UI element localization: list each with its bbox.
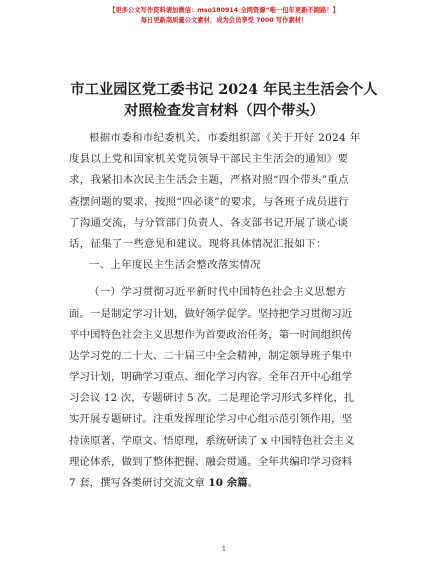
intro-line: 话，征集了一些意见和建议。现将具体情况汇报如下：: [69, 237, 327, 250]
promo-banner-line1: 【更多公文写作资料请加微信：mso180914 全网资源“唯一包年更新不跑路！】: [109, 7, 339, 14]
intro-line: 度县以上党和国家机关党员领导干部民主生活会的通知》要: [69, 153, 349, 166]
intro-line: 根据市委和市纪委机关、市委组织部《关于开好 2024 年: [89, 132, 361, 144]
paragraph-line: 平中国特色社会主义思想作为首要政治任务，第一时间组织传: [69, 328, 353, 341]
intro-line: 了沟通交流，与分管部门负责人、各支部书记开展了谈心谈: [69, 216, 349, 229]
paragraph-line: 理论体系，做到了整体把握、融会贯通。全年共编印学习资料: [69, 455, 353, 468]
paragraph-line: 实开展专题研讨。注重发挥理论学习中心组示范引领作用，坚: [69, 413, 353, 426]
intro-line: 求，我紧扣本次民主生活会主题，严格对照“四个带头”重点: [69, 174, 349, 187]
document-title-line2: 对照检查发言材料（四个带头）: [123, 103, 325, 119]
page-number: 1: [221, 545, 227, 553]
intro-line: 查摆问题的要求，按照“四必谈”的要求，与各班子成员进行: [69, 195, 349, 208]
section-heading: 一、上年度民主生活会整改落实情况: [89, 259, 261, 272]
paragraph-line: 学习计划，明确学习重点、细化学习内容。全年召开中心组学: [69, 371, 353, 384]
paragraph-line: 面。一是制定学习计划，做好领学促学。坚持把学习贯彻习近: [69, 307, 353, 320]
paragraph-line: 达学习党的二十大、二十届三中全会精神，制定领导班子集中: [69, 349, 353, 362]
paragraph-line: 持读原著、学原文、悟原理，系统研读了 x 中国特色社会主义: [69, 434, 355, 447]
paragraph-line-last: [69, 473, 389, 494]
document-title-line1: 市工业园区党工委书记 2024 年民主生活会个人: [70, 82, 378, 98]
bold-text: 10 余篇: [208, 477, 248, 489]
paragraph-text: 。: [247, 477, 259, 489]
paragraph-text: 7 套，撰写各类研讨交流文章: [69, 477, 209, 489]
paragraph-line: （一）学习贯彻习近平新时代中国特色社会主义思想方: [89, 286, 347, 299]
promo-banner-line2: 每日更新高质量公文素材，成为会员享受 7000 写作素材！: [140, 17, 308, 24]
document-body: [69, 128, 389, 494]
paragraph-line: 习会议 12 次，专题研讨 5 次。二是理论学习形式多样化，扎: [69, 392, 355, 405]
